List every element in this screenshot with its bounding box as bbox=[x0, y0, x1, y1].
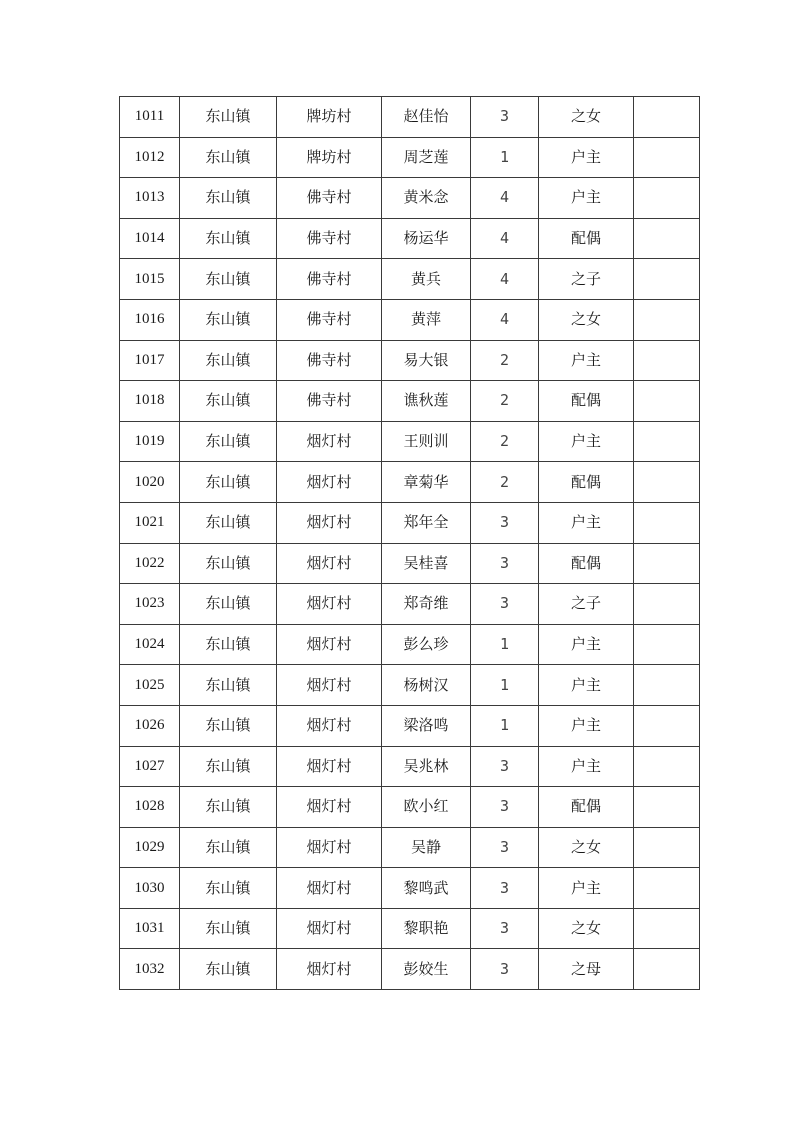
table-row bbox=[120, 462, 700, 503]
roster-table-body bbox=[120, 97, 700, 990]
cell-household-size: 4 bbox=[471, 259, 539, 300]
table-row bbox=[120, 381, 700, 422]
cell-town: 东山镇 bbox=[180, 949, 277, 990]
cell-household-size: 3 bbox=[471, 746, 539, 787]
cell-town: 东山镇 bbox=[180, 502, 277, 543]
cell-village: 烟灯村 bbox=[277, 624, 382, 665]
cell-town: 东山镇 bbox=[180, 787, 277, 828]
cell-relation: 户主 bbox=[539, 421, 634, 462]
cell-household-size: 3 bbox=[471, 543, 539, 584]
cell-name: 彭姣生 bbox=[382, 949, 471, 990]
cell-relation: 之女 bbox=[539, 299, 634, 340]
cell-village: 佛寺村 bbox=[277, 178, 382, 219]
cell-id: 1015 bbox=[120, 259, 180, 300]
table-row bbox=[120, 259, 700, 300]
cell-name: 赵佳怡 bbox=[382, 97, 471, 138]
cell-relation: 配偶 bbox=[539, 381, 634, 422]
cell-village: 烟灯村 bbox=[277, 868, 382, 909]
cell-id: 1021 bbox=[120, 502, 180, 543]
cell-name: 章菊华 bbox=[382, 462, 471, 503]
cell-name: 黄米念 bbox=[382, 178, 471, 219]
cell-relation: 户主 bbox=[539, 137, 634, 178]
cell-village: 烟灯村 bbox=[277, 827, 382, 868]
cell-town: 东山镇 bbox=[180, 137, 277, 178]
table-row bbox=[120, 299, 700, 340]
cell-name: 王则训 bbox=[382, 421, 471, 462]
cell-village: 烟灯村 bbox=[277, 746, 382, 787]
cell-relation: 配偶 bbox=[539, 543, 634, 584]
cell-household-size: 3 bbox=[471, 787, 539, 828]
cell-id: 1026 bbox=[120, 705, 180, 746]
cell-town: 东山镇 bbox=[180, 178, 277, 219]
cell-household-size: 1 bbox=[471, 137, 539, 178]
cell-village: 烟灯村 bbox=[277, 543, 382, 584]
cell-note bbox=[634, 908, 700, 949]
cell-relation: 户主 bbox=[539, 868, 634, 909]
cell-relation: 配偶 bbox=[539, 218, 634, 259]
cell-household-size: 3 bbox=[471, 502, 539, 543]
cell-village: 烟灯村 bbox=[277, 421, 382, 462]
cell-household-size: 3 bbox=[471, 949, 539, 990]
cell-town: 东山镇 bbox=[180, 421, 277, 462]
table-row bbox=[120, 624, 700, 665]
cell-village: 佛寺村 bbox=[277, 340, 382, 381]
cell-note bbox=[634, 178, 700, 219]
cell-relation: 之女 bbox=[539, 908, 634, 949]
table-row bbox=[120, 665, 700, 706]
cell-name: 黄兵 bbox=[382, 259, 471, 300]
table-row bbox=[120, 178, 700, 219]
cell-id: 1030 bbox=[120, 868, 180, 909]
table-row bbox=[120, 868, 700, 909]
cell-name: 郑年全 bbox=[382, 502, 471, 543]
table-row bbox=[120, 908, 700, 949]
cell-name: 梁洛鸣 bbox=[382, 705, 471, 746]
cell-village: 烟灯村 bbox=[277, 462, 382, 503]
cell-village: 佛寺村 bbox=[277, 381, 382, 422]
table-row bbox=[120, 746, 700, 787]
cell-id: 1019 bbox=[120, 421, 180, 462]
cell-name: 周芝莲 bbox=[382, 137, 471, 178]
table-row bbox=[120, 340, 700, 381]
cell-village: 佛寺村 bbox=[277, 299, 382, 340]
cell-household-size: 4 bbox=[471, 299, 539, 340]
cell-household-size: 1 bbox=[471, 705, 539, 746]
cell-note bbox=[634, 827, 700, 868]
cell-town: 东山镇 bbox=[180, 259, 277, 300]
cell-town: 东山镇 bbox=[180, 543, 277, 584]
cell-note bbox=[634, 584, 700, 625]
cell-id: 1013 bbox=[120, 178, 180, 219]
cell-note bbox=[634, 218, 700, 259]
cell-town: 东山镇 bbox=[180, 624, 277, 665]
cell-relation: 户主 bbox=[539, 624, 634, 665]
cell-note bbox=[634, 137, 700, 178]
cell-note bbox=[634, 624, 700, 665]
cell-id: 1018 bbox=[120, 381, 180, 422]
cell-village: 烟灯村 bbox=[277, 908, 382, 949]
cell-town: 东山镇 bbox=[180, 462, 277, 503]
cell-household-size: 3 bbox=[471, 868, 539, 909]
cell-relation: 配偶 bbox=[539, 787, 634, 828]
cell-village: 烟灯村 bbox=[277, 665, 382, 706]
cell-household-size: 4 bbox=[471, 218, 539, 259]
table-row bbox=[120, 421, 700, 462]
cell-note bbox=[634, 543, 700, 584]
cell-household-size: 2 bbox=[471, 340, 539, 381]
cell-id: 1017 bbox=[120, 340, 180, 381]
cell-name: 黄萍 bbox=[382, 299, 471, 340]
cell-town: 东山镇 bbox=[180, 218, 277, 259]
table-row bbox=[120, 97, 700, 138]
table-row bbox=[120, 705, 700, 746]
cell-village: 烟灯村 bbox=[277, 949, 382, 990]
cell-id: 1032 bbox=[120, 949, 180, 990]
cell-relation: 之母 bbox=[539, 949, 634, 990]
cell-id: 1014 bbox=[120, 218, 180, 259]
table-row bbox=[120, 543, 700, 584]
cell-town: 东山镇 bbox=[180, 705, 277, 746]
cell-household-size: 2 bbox=[471, 381, 539, 422]
cell-household-size: 3 bbox=[471, 584, 539, 625]
cell-relation: 之子 bbox=[539, 259, 634, 300]
cell-name: 吴静 bbox=[382, 827, 471, 868]
table-row bbox=[120, 787, 700, 828]
cell-id: 1012 bbox=[120, 137, 180, 178]
cell-relation: 之子 bbox=[539, 584, 634, 625]
table-row bbox=[120, 502, 700, 543]
cell-village: 烟灯村 bbox=[277, 787, 382, 828]
cell-town: 东山镇 bbox=[180, 746, 277, 787]
cell-note bbox=[634, 259, 700, 300]
cell-id: 1027 bbox=[120, 746, 180, 787]
table-row bbox=[120, 584, 700, 625]
cell-name: 吴桂喜 bbox=[382, 543, 471, 584]
cell-household-size: 2 bbox=[471, 421, 539, 462]
cell-household-size: 1 bbox=[471, 665, 539, 706]
cell-id: 1022 bbox=[120, 543, 180, 584]
cell-id: 1031 bbox=[120, 908, 180, 949]
cell-relation: 户主 bbox=[539, 665, 634, 706]
cell-id: 1028 bbox=[120, 787, 180, 828]
cell-note bbox=[634, 705, 700, 746]
cell-id: 1011 bbox=[120, 97, 180, 138]
cell-village: 佛寺村 bbox=[277, 218, 382, 259]
cell-note bbox=[634, 665, 700, 706]
cell-relation: 之女 bbox=[539, 827, 634, 868]
cell-household-size: 3 bbox=[471, 97, 539, 138]
cell-relation: 户主 bbox=[539, 502, 634, 543]
cell-id: 1023 bbox=[120, 584, 180, 625]
cell-relation: 户主 bbox=[539, 746, 634, 787]
table-row bbox=[120, 137, 700, 178]
cell-household-size: 3 bbox=[471, 908, 539, 949]
cell-name: 谯秋莲 bbox=[382, 381, 471, 422]
cell-name: 杨树汉 bbox=[382, 665, 471, 706]
cell-name: 杨运华 bbox=[382, 218, 471, 259]
cell-village: 烟灯村 bbox=[277, 502, 382, 543]
roster-table bbox=[119, 96, 700, 990]
cell-note bbox=[634, 949, 700, 990]
cell-relation: 户主 bbox=[539, 340, 634, 381]
cell-household-size: 3 bbox=[471, 827, 539, 868]
cell-note bbox=[634, 340, 700, 381]
cell-relation: 户主 bbox=[539, 178, 634, 219]
table-row bbox=[120, 949, 700, 990]
cell-village: 佛寺村 bbox=[277, 259, 382, 300]
cell-relation: 户主 bbox=[539, 705, 634, 746]
cell-note bbox=[634, 502, 700, 543]
cell-name: 欧小红 bbox=[382, 787, 471, 828]
cell-village: 牌坊村 bbox=[277, 137, 382, 178]
cell-town: 东山镇 bbox=[180, 908, 277, 949]
cell-id: 1029 bbox=[120, 827, 180, 868]
cell-town: 东山镇 bbox=[180, 381, 277, 422]
cell-note bbox=[634, 868, 700, 909]
cell-id: 1025 bbox=[120, 665, 180, 706]
cell-town: 东山镇 bbox=[180, 97, 277, 138]
cell-name: 黎鸣武 bbox=[382, 868, 471, 909]
cell-relation: 配偶 bbox=[539, 462, 634, 503]
cell-note bbox=[634, 381, 700, 422]
cell-note bbox=[634, 299, 700, 340]
cell-town: 东山镇 bbox=[180, 299, 277, 340]
cell-village: 烟灯村 bbox=[277, 584, 382, 625]
table-row bbox=[120, 218, 700, 259]
cell-village: 牌坊村 bbox=[277, 97, 382, 138]
cell-town: 东山镇 bbox=[180, 340, 277, 381]
cell-note bbox=[634, 462, 700, 503]
cell-town: 东山镇 bbox=[180, 827, 277, 868]
cell-name: 吴兆林 bbox=[382, 746, 471, 787]
cell-household-size: 2 bbox=[471, 462, 539, 503]
cell-name: 易大银 bbox=[382, 340, 471, 381]
cell-household-size: 1 bbox=[471, 624, 539, 665]
cell-name: 彭么珍 bbox=[382, 624, 471, 665]
cell-town: 东山镇 bbox=[180, 868, 277, 909]
cell-note bbox=[634, 746, 700, 787]
cell-id: 1016 bbox=[120, 299, 180, 340]
cell-note bbox=[634, 97, 700, 138]
cell-note bbox=[634, 421, 700, 462]
cell-note bbox=[634, 787, 700, 828]
cell-id: 1020 bbox=[120, 462, 180, 503]
cell-relation: 之女 bbox=[539, 97, 634, 138]
cell-household-size: 4 bbox=[471, 178, 539, 219]
cell-town: 东山镇 bbox=[180, 665, 277, 706]
cell-name: 郑奇维 bbox=[382, 584, 471, 625]
cell-name: 黎职艳 bbox=[382, 908, 471, 949]
table-row bbox=[120, 827, 700, 868]
cell-id: 1024 bbox=[120, 624, 180, 665]
cell-town: 东山镇 bbox=[180, 584, 277, 625]
cell-village: 烟灯村 bbox=[277, 705, 382, 746]
